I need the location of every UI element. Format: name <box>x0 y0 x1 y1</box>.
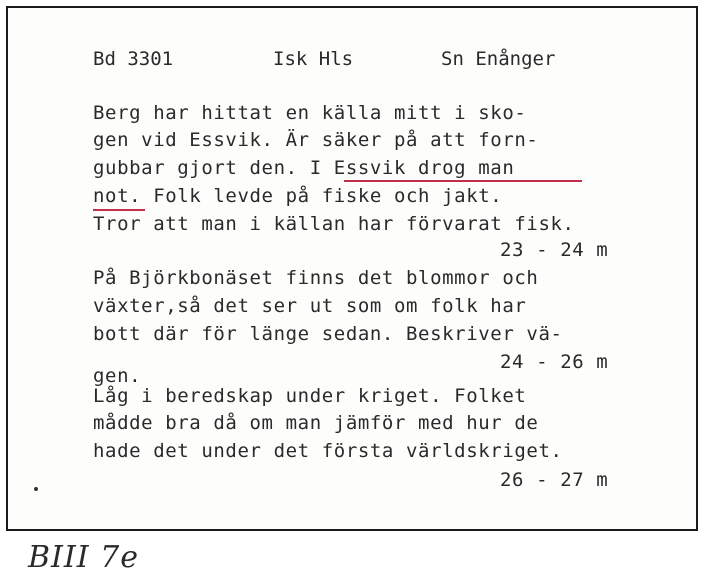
text-line: Berg har hittat en källa mitt i sko- <box>93 102 527 124</box>
place-code: Isk Hls <box>273 48 354 70</box>
text-line: Låg i beredskap under kriget. Folket <box>93 385 527 407</box>
text-line: Tror att man i källan har förvarat fisk. <box>93 213 575 235</box>
minute-range: 26 - 27 m <box>500 469 609 491</box>
text-line: not. Folk levde på fiske och jakt. <box>93 185 503 207</box>
red-underline <box>344 180 582 182</box>
record-number: Bd 3301 <box>93 48 174 70</box>
text-line: På Björkbonäset finns det blommor och <box>93 267 539 289</box>
text-line: gubbar gjort den. I Essvik drog man <box>93 157 515 179</box>
text-line: gen vid Essvik. Är säker på att forn- <box>93 129 539 151</box>
red-underline <box>93 209 145 211</box>
text-line: gen. <box>93 365 142 387</box>
text-line: hade det under det första världskriget. <box>93 440 563 462</box>
ink-dot <box>34 487 38 491</box>
handwritten-shelf-mark: BIII 7e <box>28 540 139 575</box>
minute-range: 24 - 26 m <box>500 351 609 373</box>
text-line: bott där för länge sedan. Beskriver vä- <box>93 323 563 345</box>
minute-range: 23 - 24 m <box>500 239 609 261</box>
text-line: mådde bra då om man jämför med hur de <box>93 412 539 434</box>
text-line: växter,så det ser ut som om folk har <box>93 295 527 317</box>
parish-name: Sn Enånger <box>441 48 556 70</box>
